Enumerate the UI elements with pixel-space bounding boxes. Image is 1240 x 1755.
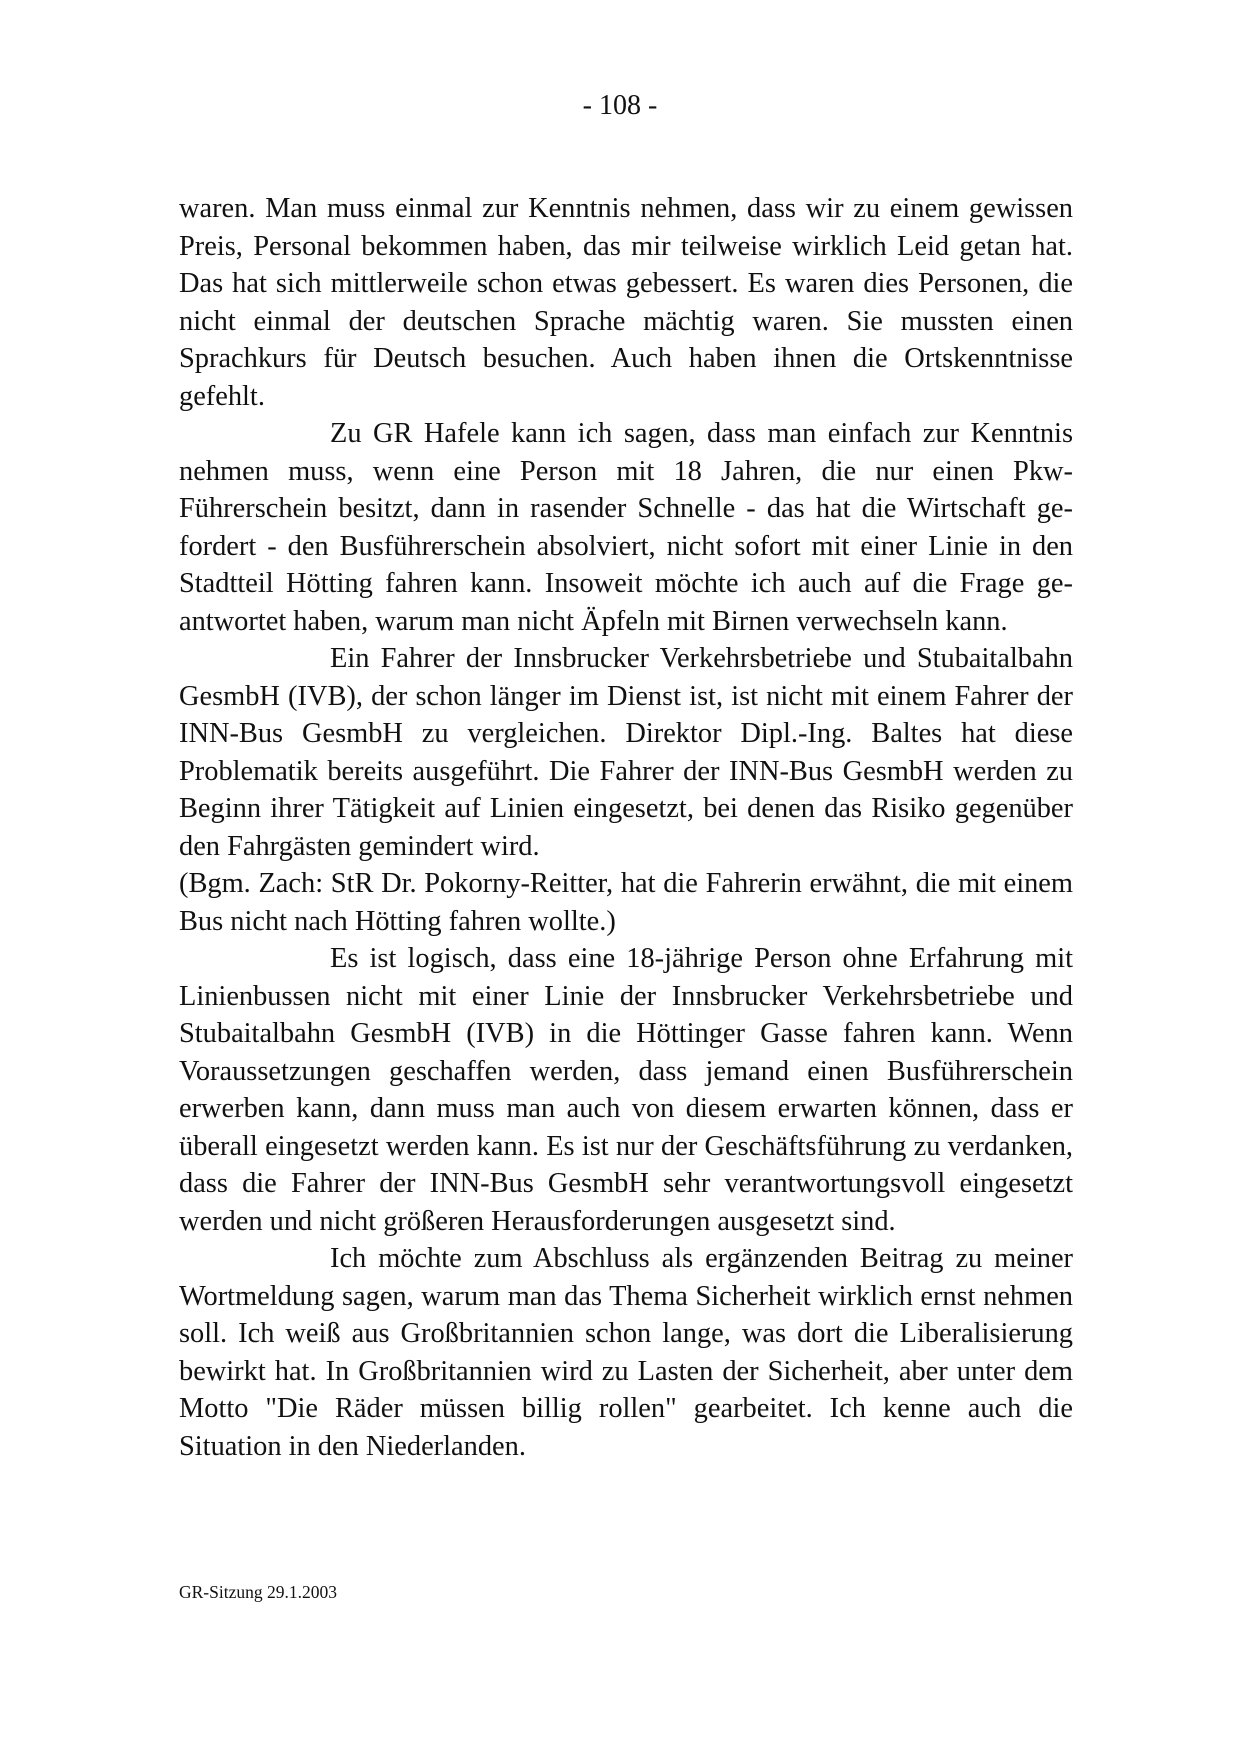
paragraph: Ein Fahrer der Innsbrucker Verkehrsbetriebe und Stubaitalbahn GesmbH (IVB), der schon länger im Dienst ist, ist nicht mit einem Fahrer der INN-Bus GesmbH zu vergleichen. Direktor Dipl.-Ing. Baltes hat diese Problematik bereits ausgeführt. Die Fahrer der INN-Bus GesmbH werden zu Beginn ihrer Tätigkeit auf Linien eingesetzt, bei denen das Risiko gegenüber den Fahrgästen gemindert wird. <box>179 643 1073 862</box>
paragraph: waren. Man muss einmal zur Kenntnis nehmen, dass wir zu einem gewissen Preis, Personal bekommen haben, das mir teilweise wirklich Leid getan hat. Das hat sich mittlerweile schon etwas gebessert. Es waren dies Personen, die nicht einmal der deutschen Sprache mächtig waren. Sie mussten einen Sprachkurs für Deutsch besuchen. Auch haben ihnen die Ortskenntnisse gefehlt. <box>179 193 1073 412</box>
paragraph: Es ist logisch, dass eine 18-jährige Person ohne Erfahrung mit Linienbussen nicht mit einer Linie der Innsbrucker Verkehrsbetriebe und Stubaitalbahn GesmbH (IVB) in die Höttinger Gasse fahren kann. Wenn Voraussetzungen geschaffen werden, dass jemand einen Busführerschein erwerben kann, dann muss man auch von diesem erwarten können, dass er überall eingesetzt werden kann. Es ist nur der Geschäftsführung zu verdanken, dass die Fahrer der INN-Bus GesmbH sehr verantwortungsvoll eingesetzt werden und nicht größeren Herausforderungen ausgesetzt sind. <box>179 943 1073 1237</box>
document-body <box>179 190 1073 1465</box>
interjection-paragraph: (Bgm. Zach: StR Dr. Pokorny-Reitter, hat die Fahrerin erwähnt, die mit einem Bus nicht nach Hötting fahren wollte.) <box>179 868 1073 937</box>
page-number: - 108 - <box>582 90 658 121</box>
footer-session-date: GR-Sitzung 29.1.2003 <box>179 1582 337 1602</box>
paragraph: Zu GR Hafele kann ich sagen, dass man einfach zur Kenntnis nehmen muss, wenn eine Person mit 18 Jahren, die nur einen Pkw-Führerschein besitzt, dann in rasender Schnelle - das hat die Wirtschaft gefordert - den Busführerschein absolviert, nicht sofort mit einer Linie in den Stadtteil Hötting fahren kann. Insoweit möchte ich auch auf die Frage geantwortet haben, warum man nicht Äpfeln mit Birnen verwechseln kann. <box>179 418 1073 637</box>
paragraph: Ich möchte zum Abschluss als ergänzenden Beitrag zu meiner Wortmeldung sagen, warum man das Thema Sicherheit wirklich ernst nehmen soll. Ich weiß aus Großbritannien schon lange, was dort die Liberalisierung bewirkt hat. In Großbritannien wird zu Lasten der Sicherheit, aber unter dem Motto "Die Räder müssen billig rollen" gearbeitet. Ich kenne auch die Situation in den Niederlanden. <box>179 1243 1073 1462</box>
